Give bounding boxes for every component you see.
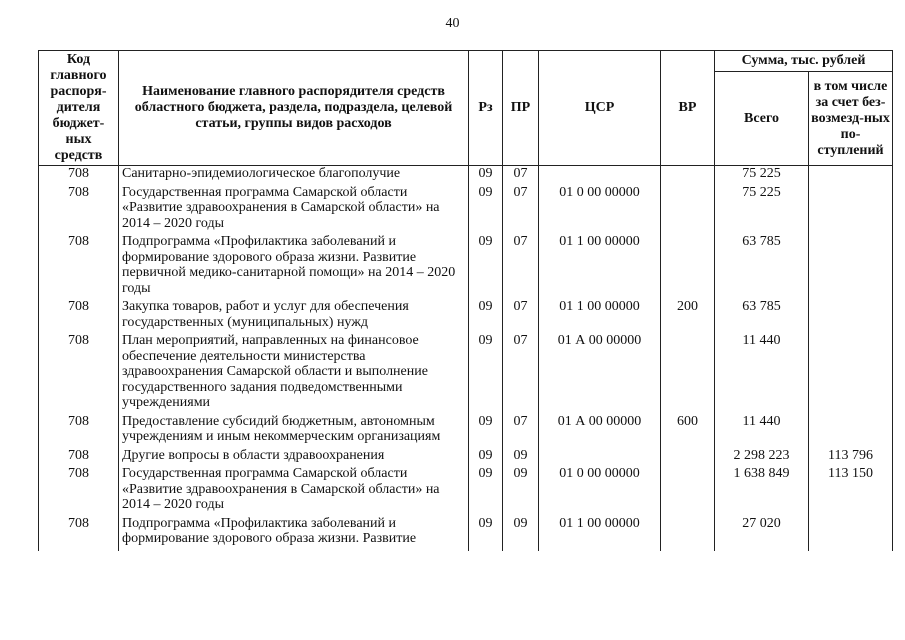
cell-rz: 09 (469, 231, 503, 296)
cell-pr: 09 (503, 513, 539, 551)
table-row (39, 231, 893, 296)
table-row (39, 166, 893, 182)
cell-rz: 09 (469, 445, 503, 464)
table-row (39, 463, 893, 513)
table-row (39, 411, 893, 445)
cell-total: 1 638 849 (715, 463, 809, 513)
header-vr: ВР (661, 51, 715, 166)
cell-csr: 01 0 00 00000 (539, 463, 661, 513)
cell-free (809, 166, 893, 182)
cell-pr: 07 (503, 166, 539, 182)
cell-free (809, 231, 893, 296)
cell-name: Подпрограмма «Профилактика заболеваний и формирование здорового образа жизни. Развитие первичной медико-санитарной помощи» на 2014 – 2020 годы (119, 231, 469, 296)
cell-pr: 07 (503, 411, 539, 445)
cell-free (809, 411, 893, 445)
cell-code: 708 (39, 182, 119, 232)
cell-total: 75 225 (715, 182, 809, 232)
table-row (39, 296, 893, 330)
header-free: в том числе за счет без-возмезд-ных по-ступлений (809, 72, 893, 166)
cell-vr (661, 231, 715, 296)
cell-vr: 200 (661, 296, 715, 330)
header-rz: Рз (469, 51, 503, 166)
header-pr: ПР (503, 51, 539, 166)
cell-name: Государственная программа Самарской области «Развитие здравоохранения в Самарской области» на 2014 – 2020 годы (119, 182, 469, 232)
cell-vr (661, 463, 715, 513)
cell-free: 113 150 (809, 463, 893, 513)
cell-csr: 01 А 00 00000 (539, 411, 661, 445)
table-header (39, 51, 893, 166)
header-code: Код главного распоря-дителя бюджет-ных средств (39, 51, 119, 166)
cell-vr (661, 513, 715, 551)
cell-code: 708 (39, 513, 119, 551)
cell-rz: 09 (469, 411, 503, 445)
cell-rz: 09 (469, 330, 503, 411)
cell-csr (539, 445, 661, 464)
table-row (39, 513, 893, 551)
cell-code: 708 (39, 296, 119, 330)
cell-csr (539, 166, 661, 182)
table-row (39, 182, 893, 232)
cell-code: 708 (39, 231, 119, 296)
cell-vr (661, 330, 715, 411)
table-row (39, 330, 893, 411)
cell-csr: 01 1 00 00000 (539, 231, 661, 296)
header-csr: ЦСР (539, 51, 661, 166)
cell-name: Закупка товаров, работ и услуг для обеспечения государственных (муниципальных) нужд (119, 296, 469, 330)
cell-total: 11 440 (715, 411, 809, 445)
header-sum: Сумма, тыс. рублей (715, 51, 893, 72)
cell-rz: 09 (469, 166, 503, 182)
cell-free (809, 513, 893, 551)
cell-code: 708 (39, 463, 119, 513)
cell-vr: 600 (661, 411, 715, 445)
cell-total: 63 785 (715, 296, 809, 330)
cell-rz: 09 (469, 513, 503, 551)
header-name: Наименование главного распорядителя средств областного бюджета, раздела, подраздела, целевой статьи, группы видов расходов (119, 51, 469, 166)
cell-pr: 07 (503, 296, 539, 330)
cell-total: 27 020 (715, 513, 809, 551)
cell-code: 708 (39, 445, 119, 464)
cell-total: 75 225 (715, 166, 809, 182)
cell-pr: 07 (503, 330, 539, 411)
header-total: Всего (715, 72, 809, 166)
cell-free (809, 330, 893, 411)
cell-total: 2 298 223 (715, 445, 809, 464)
cell-code: 708 (39, 330, 119, 411)
cell-rz: 09 (469, 463, 503, 513)
cell-code: 708 (39, 166, 119, 182)
cell-pr: 07 (503, 231, 539, 296)
cell-vr (661, 182, 715, 232)
cell-csr: 01 0 00 00000 (539, 182, 661, 232)
cell-free: 113 796 (809, 445, 893, 464)
cell-vr (661, 445, 715, 464)
cell-vr (661, 166, 715, 182)
cell-csr: 01 1 00 00000 (539, 296, 661, 330)
cell-name: Предоставление субсидий бюджетным, автономным учреждениям и иным некоммерческим организациям (119, 411, 469, 445)
table-body (39, 166, 893, 551)
cell-pr: 09 (503, 463, 539, 513)
cell-name: Санитарно-эпидемиологическое благополучие (119, 166, 469, 182)
cell-pr: 09 (503, 445, 539, 464)
page-number: 40 (445, 16, 460, 31)
cell-free (809, 296, 893, 330)
cell-csr: 01 А 00 00000 (539, 330, 661, 411)
cell-name: План мероприятий, направленных на финансовое обеспечение деятельности министерства здравоохранения Самарской области и выполнение государственного задания подведомственными учреждениями (119, 330, 469, 411)
cell-csr: 01 1 00 00000 (539, 513, 661, 551)
table-row (39, 445, 893, 464)
cell-name: Другие вопросы в области здравоохранения (119, 445, 469, 464)
cell-rz: 09 (469, 182, 503, 232)
cell-rz: 09 (469, 296, 503, 330)
cell-free (809, 182, 893, 232)
cell-name: Государственная программа Самарской области «Развитие здравоохранения в Самарской области» на 2014 – 2020 годы (119, 463, 469, 513)
cell-code: 708 (39, 411, 119, 445)
budget-table (38, 50, 893, 551)
cell-total: 63 785 (715, 231, 809, 296)
cell-name: Подпрограмма «Профилактика заболеваний и формирование здорового образа жизни. Развитие (119, 513, 469, 551)
cell-pr: 07 (503, 182, 539, 232)
cell-total: 11 440 (715, 330, 809, 411)
